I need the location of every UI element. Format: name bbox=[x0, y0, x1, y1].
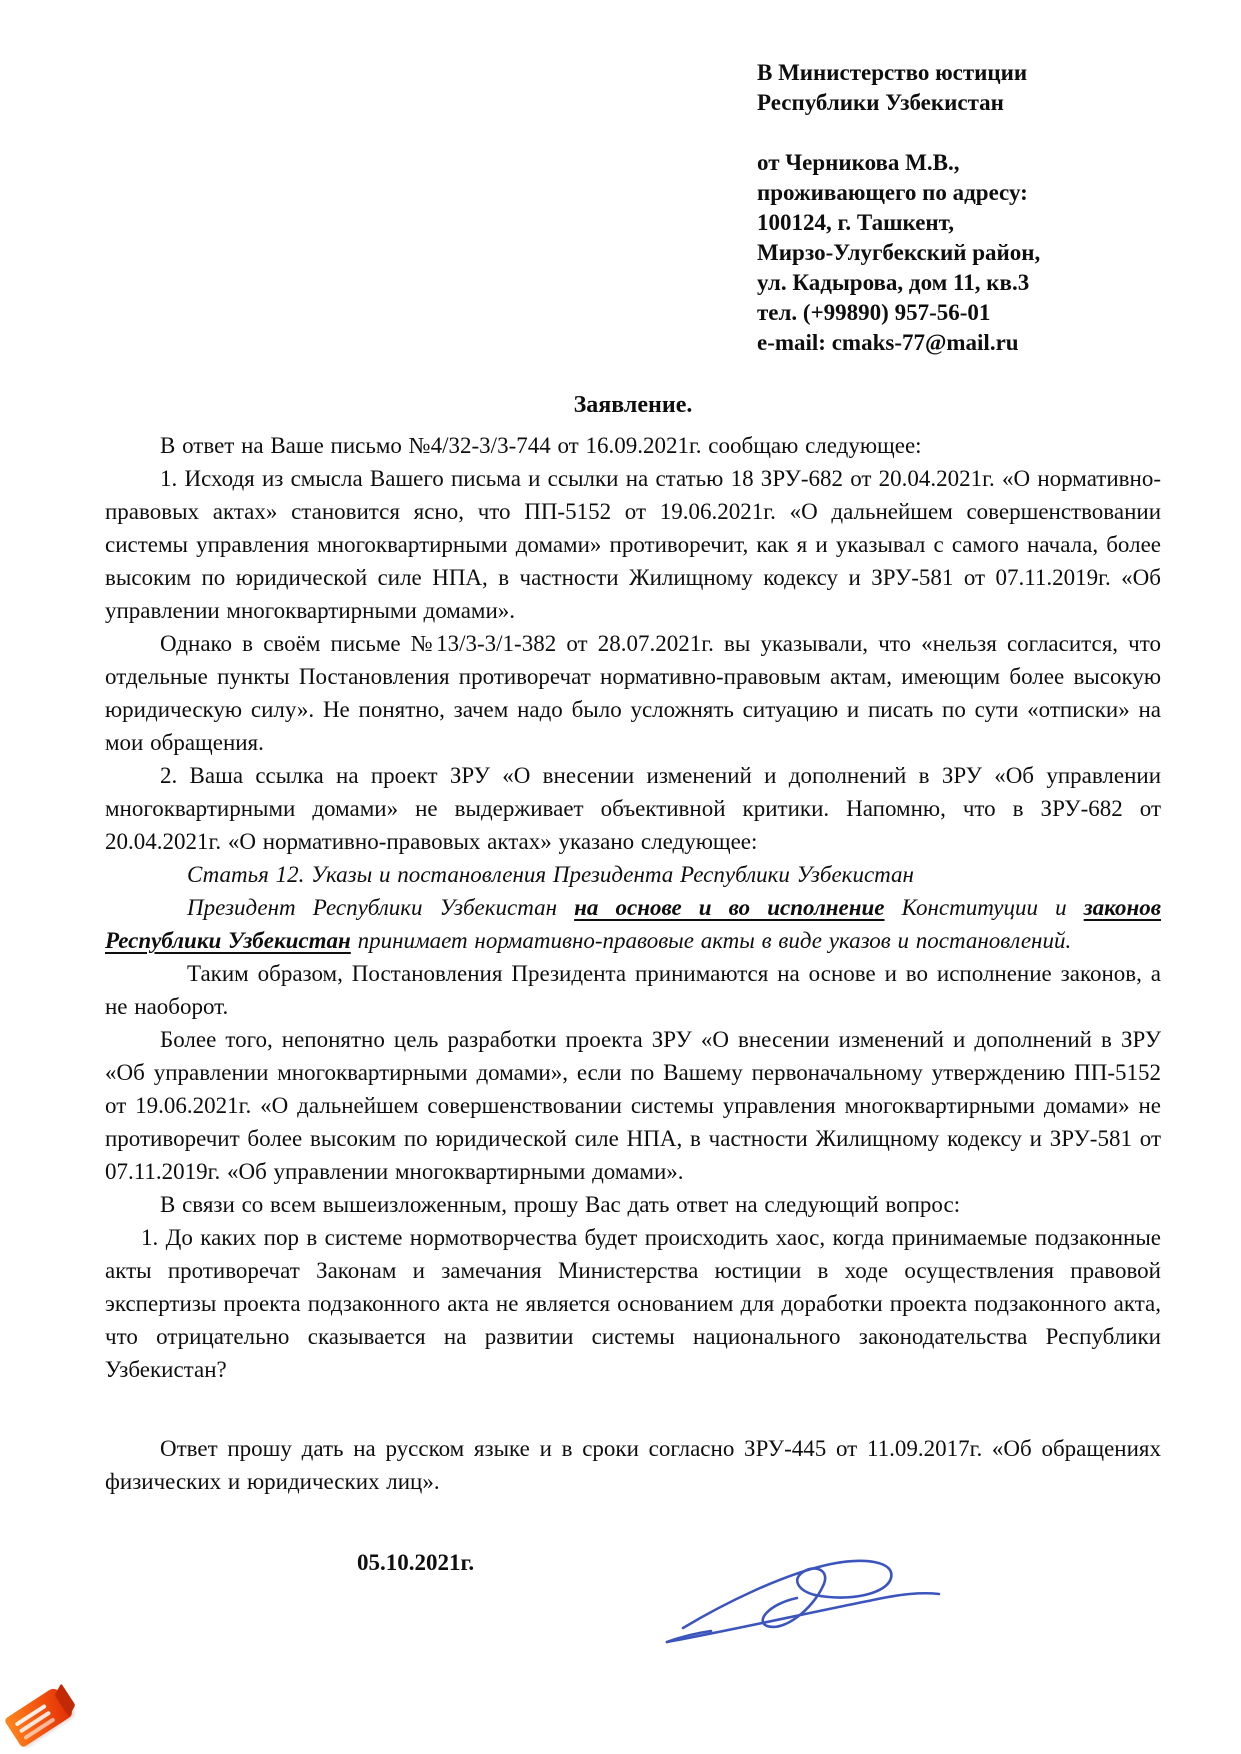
paragraph-text: В ответ на Ваше письмо №4/32-3/3-744 от 16.09.2021г. сообщаю следующее: bbox=[160, 433, 922, 458]
sender-line: проживающего по адресу: bbox=[757, 180, 1028, 205]
sender-line: тел. (+99890) 957-56-01 bbox=[757, 300, 991, 325]
paragraph-text: Таким образом, Постановления Президента принимаются на основе и во исполнение законов, а не наоборот. bbox=[105, 961, 1161, 1019]
paragraph bbox=[105, 429, 1161, 462]
paragraph-text: 1. До каких пор в системе нормотворчества будет происходить хаос, когда принимаемые подзаконные акты противоречат Законам и замечания Министерства юстиции в ходе осуществления правовой экспертизы проекта подзаконного акта не является основанием для доработки проекта подзаконного акта, что отрицательно сказывается на развитии системы национального законодательства Республики Узбекистан? bbox=[105, 1225, 1161, 1382]
paragraph-text: принимает нормативно-правовые акты в виде указов и постановлений. bbox=[350, 928, 1072, 953]
sender-line: e-mail: cmaks-77@mail.ru bbox=[757, 330, 1019, 355]
sender-line: от Черникова М.В., bbox=[757, 150, 960, 175]
address-gap bbox=[757, 118, 1161, 148]
recipient-line: В Министерство юстиции bbox=[757, 60, 1028, 85]
letter-body bbox=[105, 429, 1161, 1498]
paragraph bbox=[105, 1188, 1161, 1221]
sender-block bbox=[757, 148, 1161, 358]
paragraph bbox=[105, 891, 1161, 957]
paragraph-text: на основе и во исполнение bbox=[574, 895, 885, 920]
paragraph bbox=[105, 462, 1161, 627]
address-block bbox=[757, 58, 1161, 358]
paragraph-text: В связи со всем вышеизложенным, прошу Вас дать ответ на следующий вопрос: bbox=[160, 1192, 961, 1217]
signature-row bbox=[105, 1550, 1161, 1690]
paragraph-text: Ответ прошу дать на русском языке и в сроки согласно ЗРУ-445 от 11.09.2017г. «Об обращениях физических и юридических лиц». bbox=[105, 1436, 1161, 1494]
document-date: 05.10.2021г. bbox=[357, 1550, 475, 1575]
sender-line: Мирзо-Улугбекский район, bbox=[757, 240, 1041, 265]
paragraph bbox=[105, 858, 1161, 891]
paragraph-text: Президент Республики Узбекистан bbox=[187, 895, 575, 920]
paragraph-text: Конституции и bbox=[884, 895, 1084, 920]
paragraph-text: 2. Ваша ссылка на проект ЗРУ «О внесении изменений и дополнений в ЗРУ «Об управлении многоквартирными домами» не выдерживает объективной критики. Напомню, что в ЗРУ-682 от 20.04.2021г. «О нормативно-правовых актах» указано следующее: bbox=[105, 763, 1161, 854]
paragraph-text: Однако в своём письме №13/3-3/1-382 от 28.07.2021г. вы указывали, что «нельзя согласится, что отдельные пункты Постановления противоречат нормативно-правовым актам, имеющим более высокую юридическую силу». Не понятно, зачем надо было усложнять ситуацию и писать по сути «отписки» на мои обращения. bbox=[105, 631, 1161, 755]
sender-line: ул. Кадырова, дом 11, кв.3 bbox=[757, 270, 1030, 295]
sender-line: 100124, г. Ташкент, bbox=[757, 210, 954, 235]
paragraph bbox=[105, 1432, 1161, 1498]
paragraph-text: 1. Исходя из смысла Вашего письма и ссылки на статью 18 ЗРУ-682 от 20.04.2021г. «О нормативно-правовых актах» становится ясно, что ПП-5152 от 19.06.2021г. «О дальнейшем совершенствовании системы управления многоквартирными домами» противоречит, как я и указывал с самого начала, более высоким по юридической силе НПА, в частности Жилищному кодексу и ЗРУ-581 от 07.11.2019г. «Об управлении многоквартирными домами». bbox=[105, 466, 1161, 623]
document-title: Заявление. bbox=[573, 392, 693, 418]
recipient-block bbox=[757, 58, 1161, 118]
paragraph-text: законов Республики Узбекистан bbox=[105, 895, 1161, 953]
watermark-logo bbox=[4, 1686, 75, 1748]
paragraph bbox=[105, 1221, 1161, 1386]
paragraph bbox=[105, 759, 1161, 858]
handwritten-signature bbox=[653, 1532, 953, 1662]
paragraph bbox=[105, 627, 1161, 759]
paragraph bbox=[105, 957, 1161, 1023]
paragraph-text: Более того, непонятно цель разработки проекта ЗРУ «О внесении изменений и дополнений в ЗРУ «Об управлении многоквартирными домами», если по Вашему первоначальному утверждению ПП-5152 от 19.06.2021г. «О дальнейшем совершенствовании системы управления многоквартирными домами» не противоречит более высоким по юридической силе НПА, в частности Жилищному кодексу и ЗРУ-581 от 07.11.2019г. «Об управлении многоквартирными домами». bbox=[105, 1027, 1161, 1184]
paragraph bbox=[105, 1023, 1161, 1188]
recipient-line: Республики Узбекистан bbox=[757, 90, 1004, 115]
paragraph-text: Статья 12. Указы и постановления Президента Республики Узбекистан bbox=[187, 862, 914, 887]
